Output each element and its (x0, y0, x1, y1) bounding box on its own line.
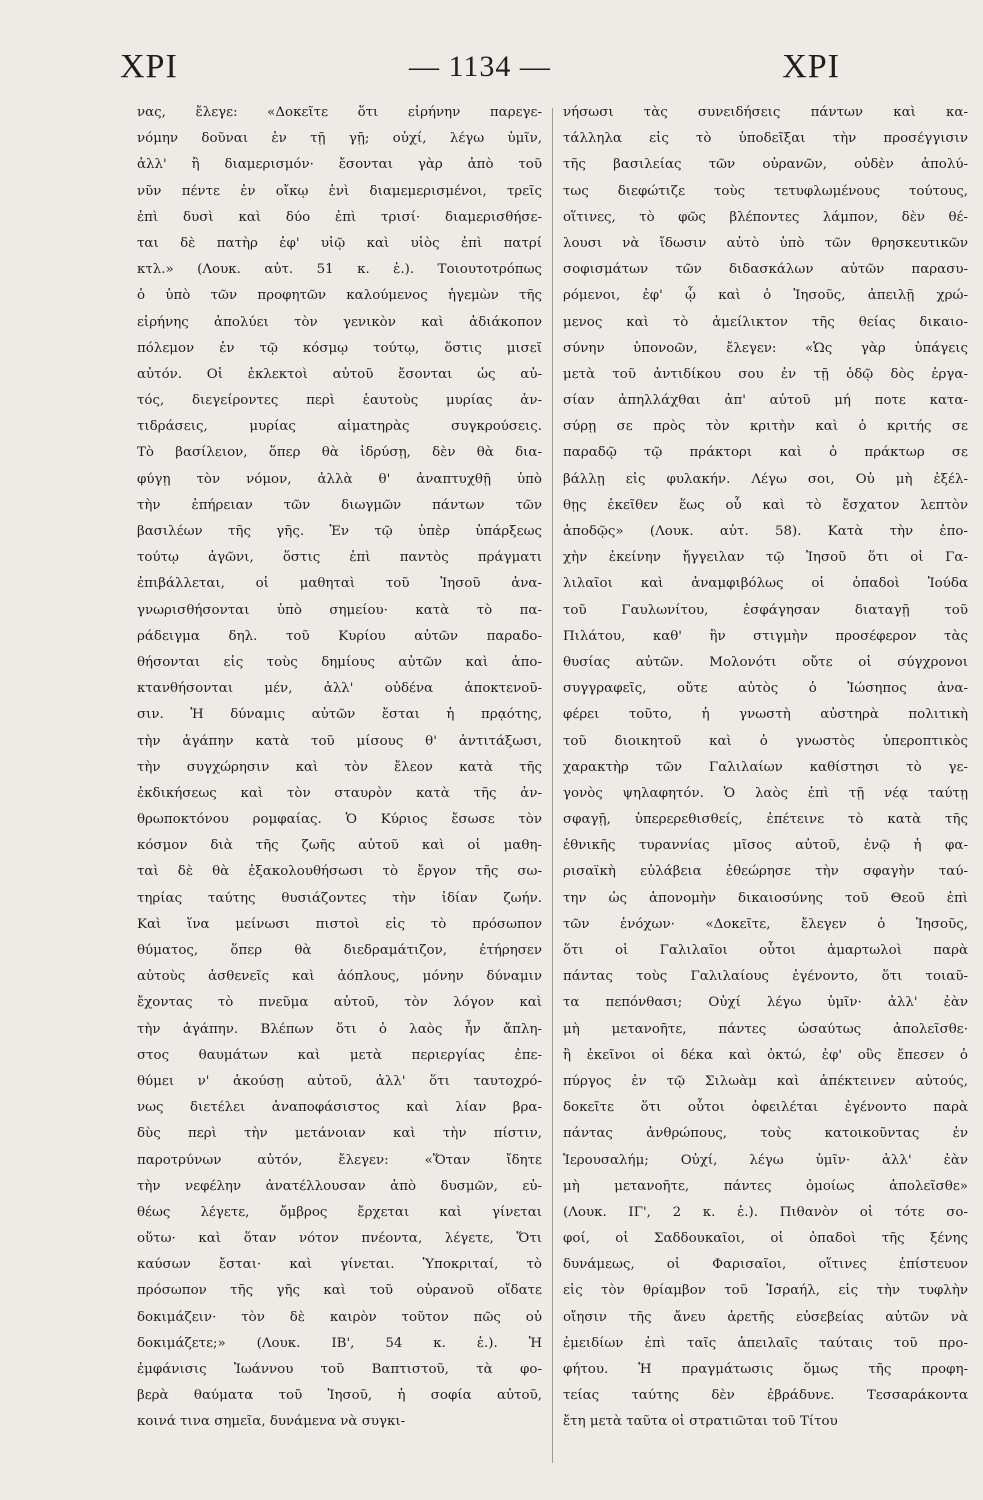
text-line: ἢ ἐκεῖνοι οἱ δέκα καὶ ὀκτώ, ἐφ' οὓς ἔπεσεν ὁ (563, 1047, 968, 1063)
text-line: φοί, οἱ Σαδδουκαῖοι, οἱ ὀπαδοὶ τῆς ξένης (563, 1231, 968, 1247)
text-line: ράδειγμα δηλ. τοῦ Κυρίου αὐτῶν παραδο- (137, 628, 542, 644)
text-line: πάντας ἀνθρώπους, τοὺς κατοικοῦντας ἐν (563, 1126, 968, 1142)
text-line: ἐμειδίων ἐπὶ ταῖς ἀπειλαῖς ταύταις τοῦ προ- (563, 1335, 968, 1351)
text-line: σιν. Ἡ δύναμις αὐτῶν ἔσται ἡ πρᾳότης, (137, 707, 542, 723)
text-line: φέρει τοῦτο, ἡ γνωστὴ αὐστηρὰ πολιτικὴ (563, 707, 968, 723)
text-line: τῶν ἐνόχων· «Δοκεῖτε, ἔλεγεν ὁ Ἰησοῦς, (563, 916, 968, 932)
text-line: νας, ἔλεγε: «Δοκεῖτε ὅτι εἰρήνην παρεγε- (137, 105, 542, 120)
page-number: — 1134 — (409, 50, 551, 83)
text-line: ἐμφάνισις Ἰωάννου τοῦ Βαπτιστοῦ, τὰ φο- (137, 1362, 542, 1377)
text-line: δοκιμάζειν· τὸν δὲ καιρὸν τοῦτον πῶς οὐ (137, 1309, 542, 1325)
text-line: μενος καὶ τὸ ἀμείλικτον τῆς θείας δικαιο- (563, 314, 968, 330)
text-line: ἀποδῷς» (Λουκ. αὐτ. 58). Κατὰ τὴν ἐπο- (563, 524, 968, 539)
text-line: βάλλῃ εἰς φυλακήν. Λέγω σοι, Οὐ μὴ ἐξέλ- (563, 471, 968, 487)
text-line: θυσίας αὐτῶν. Μολονότι οὔτε οἱ σύγχρονοι (563, 654, 968, 670)
text-line: (Λουκ. ΙΓ', 2 κ. ἑ.). Πιθανὸν οἱ τότε σο- (563, 1204, 968, 1220)
text-line: τὴν ἐπήρειαν τῶν διωγμῶν πάντων τῶν (137, 497, 542, 513)
text-line: θήσονται εἰς τοὺς δημίους αὐτῶν καὶ ἀπο- (137, 654, 542, 670)
text-line: τὴν συγχώρησιν καὶ τὸν ἔλεον κατὰ τῆς (137, 759, 542, 775)
text-line: οὕτω· καὶ ὅταν νότον πνέοντα, λέγετε, Ὅτι (137, 1231, 542, 1247)
right-text-column (563, 100, 968, 1436)
text-line: ἐπὶ δυσὶ καὶ δύο ἐπὶ τρισί· διαμερισθήσε- (137, 209, 542, 225)
text-line: ἐπιβάλλεται, οἱ μαθηταὶ τοῦ Ἰησοῦ ἀνα- (137, 576, 542, 592)
text-line: ρόμενοι, ἐφ' ᾧ καὶ ὁ Ἰησοῦς, ἀπειλῇ χρώ- (563, 288, 968, 304)
text-line: σίαν ἀπηλλάχθαι ἀπ' αὐτοῦ μή ποτε κατα- (563, 393, 968, 409)
text-line: στος θαυμάτων καὶ μετὰ περιεργίας ἐπε- (137, 1047, 542, 1063)
text-line: νῦν πέντε ἐν οἴκῳ ἑνὶ διαμεμερισμένοι, τρεῖς (137, 183, 542, 199)
text-line: νόμην δοῦναι ἐν τῇ γῇ; οὐχί, λέγω ὑμῖν, (137, 131, 542, 147)
text-line: ἔχοντας τὸ πνεῦμα αὐτοῦ, τὸν λόγον καὶ (137, 995, 542, 1011)
text-line: αὐτόν. Οἱ ἐκλεκτοὶ αὐτοῦ ἔσονται ὡς αὐ- (137, 366, 542, 382)
text-line: τὴν νεφέλην ἀνατέλλουσαν ἀπὸ δυσμῶν, εὐ- (137, 1178, 542, 1194)
text-line: πύργος ἐν τῷ Σιλωὰμ καὶ ἀπέκτεινεν αὐτούς, (563, 1073, 968, 1089)
text-line: τηρίας ταύτης θυσιάζοντες τὴν ἰδίαν ζωήν. (137, 890, 542, 906)
text-line: σφαγῇ, ὑπερερεθισθείς, ἐπέτεινε τὸ κατὰ τῆς (563, 812, 968, 828)
text-line: τοῦ διοικητοῦ καὶ ὁ γνωστὸς ὑπεροπτικὸς (563, 733, 968, 749)
text-line: ἀλλ' ἢ διαμερισμόν· ἔσονται γὰρ ἀπὸ τοῦ (137, 157, 542, 173)
text-line: σοφισμάτων τῶν διδασκάλων αὐτῶν παρασυ- (563, 262, 968, 278)
text-line: δυνάμεως, οἱ Φαρισαῖοι, οἵτινες ἐπίστευον (563, 1257, 968, 1273)
text-line: ται δὲ πατὴρ ἐφ' υἱῷ καὶ υἱὸς ἐπὶ πατρί (137, 235, 542, 251)
text-line: αὐτοὺς ἀσθενεῖς καὶ ἀόπλους, μόνην δύναμιν (137, 969, 542, 985)
text-line: νήσωσι τὰς συνειδήσεις πάντων καὶ κα- (563, 105, 968, 120)
text-line: πάντας τοὺς Γαλιλαίους ἐγένοντο, ὅτι τοιαῦ- (563, 969, 968, 985)
text-line: φύγῃ τὸν νόμον, ἀλλὰ θ' ἀναπτυχθῇ ὑπὸ (137, 471, 542, 487)
text-line: τιδράσεις, μυρίας αἱματηρὰς συγκρούσεις. (137, 419, 542, 435)
text-line: παροτρύνων αὐτόν, ἔλεγεν: «Ὅταν ἴδητε (137, 1152, 542, 1168)
text-line: συγγραφεῖς, οὔτε αὐτὸς ὁ Ἰώσηπος ἀνα- (563, 681, 968, 697)
text-line: ὅτι οἱ Γαλιλαῖοι οὗτοι ἁμαρτωλοὶ παρὰ (563, 943, 968, 958)
text-line: μὴ μετανοῆτε, πάντες ὡσαύτως ἀπολεῖσθε· (563, 1021, 968, 1037)
text-line: γονὸς ψηλαφητόν. Ὁ λαὸς ἐπὶ τῇ νέᾳ ταύτῃ (563, 785, 968, 801)
text-line: ταὶ δὲ θὰ ἐξακολουθήσωσι τὸ ἔργον τῆς σω- (137, 864, 542, 880)
text-line: Καὶ ἵνα μείνωσι πιστοὶ εἰς τὸ πρόσωπον (137, 916, 542, 932)
header-right-title: ΧΡΙ (782, 48, 840, 85)
text-line: Ἱερουσαλήμ; Οὐχί, λέγω ὑμῖν· ἀλλ' ἐὰν (563, 1152, 968, 1168)
text-line: νως διετέλει ἀναποφάσιστος καὶ λίαν βρα- (137, 1100, 542, 1116)
text-line: ὁ ὑπὸ τῶν προφητῶν καλούμενος ἡγεμὼν τῆς (137, 288, 542, 304)
text-line: κόσμον διὰ τῆς ζωῆς αὐτοῦ καὶ οἱ μαθη- (137, 838, 542, 854)
text-line: κτανθήσονται μέν, ἀλλ' οὐδένα ἀποκτενοῦ- (137, 681, 542, 697)
text-line: χαρακτὴρ τῶν Γαλιλαίων καθίστησι τὸ γε- (563, 759, 968, 775)
text-line: χὴν ἐκείνην ἤγγειλαν τῷ Ἰησοῦ ὅτι οἱ Γα- (563, 550, 968, 566)
text-line: τὴν ἀγάπην κατὰ τοῦ μίσους θ' ἀντιτάξωσι, (137, 733, 542, 749)
text-line: ἐκδικήσεως καὶ τὸν σταυρὸν κατὰ τῆς ἀν- (137, 785, 542, 801)
text-line: ἐθνικῆς τυραννίας μῖσος αὐτοῦ, ἐνῷ ἡ φα- (563, 838, 968, 854)
text-line: μὴ μετανοῆτε, πάντες ὁμοίως ἀπολεῖσθε» (563, 1178, 968, 1194)
text-line: θῃς ἐκεῖθεν ἕως οὗ καὶ τὸ ἔσχατον λεπτὸν (563, 497, 968, 513)
text-line: γνωρισθήσονται ὑπὸ σημείου· κατὰ τὸ πα- (137, 602, 542, 618)
text-line: σύνην ὑπονοῶν, ἔλεγεν: «Ὡς γὰρ ὑπάγεις (563, 340, 968, 356)
text-line: οἵτινες, τὸ φῶς βλέποντες λάμπον, δὲν θέ- (563, 209, 968, 225)
text-line: βερὰ θαύματα τοῦ Ἰησοῦ, ἡ σοφία αὐτοῦ, (137, 1388, 542, 1404)
text-line: μετὰ τοῦ ἀντιδίκου σου ἐν τῇ ὁδῷ δὸς ἐργα- (563, 366, 968, 382)
page-header (120, 42, 840, 92)
text-line: καύσων ἔσται· καὶ γίνεται. Ὑποκριταί, τὸ (137, 1257, 542, 1273)
text-line: τός, διεγείροντες περὶ ἑαυτοὺς μυρίας ἀν- (137, 393, 542, 409)
text-line: τάλληλα εἰς τὸ ὑποδεῖξαι τὴν προσέγγισιν (563, 131, 968, 147)
text-line: παραδῷ τῷ πράκτορι καὶ ὁ πράκτωρ σε (563, 445, 968, 461)
text-line: θέως λέγετε, ὄμβρος ἔρχεται καὶ γίνεται (137, 1204, 542, 1220)
text-line: σύρῃ σε πρὸς τὸν κριτὴν καὶ ὁ κριτής σε (563, 419, 968, 435)
text-line: δοκεῖτε ὅτι οὗτοι ὀφειλέται ἐγένοντο παρὰ (563, 1100, 968, 1116)
text-line: τούτῳ ἀγῶνι, ὅστις ἐπὶ παντὸς πράγματι (137, 550, 542, 566)
text-line: θρωποκτόνου ρομφαίας. Ὁ Κύριος ἔσωσε τὸν (137, 812, 542, 828)
text-line: τα πεπόνθασι; Οὐχί λέγω ὑμῖν· ἀλλ' ἐὰν (563, 995, 968, 1011)
header-left-title: ΧΡΙ (120, 48, 178, 85)
text-line: δοκιμάζετε;» (Λουκ. ΙΒ', 54 κ. ἑ.). Ἡ (137, 1335, 542, 1351)
text-line: την ὡς ἀπονομὴν δικαιοσύνης τοῦ Θεοῦ ἐπὶ (563, 890, 968, 906)
left-text-column (137, 100, 542, 1436)
text-line: πόλεμον ἐν τῷ κόσμῳ τούτῳ, ὅστις μισεῖ (137, 340, 542, 356)
text-line: ρισαϊκὴ εὐλάβεια ἐθεώρησε τὴν σφαγὴν ταύ- (563, 864, 968, 880)
text-line: εἰρήνης ἀπολύει τὸν γενικὸν καὶ ἀδιάκοπον (137, 314, 542, 330)
text-line: οἴησιν τῆς ἄνευ ἀρετῆς εὐσεβείας αὐτῶν νὰ (563, 1309, 968, 1325)
text-line: τοῦ Γαυλωνίτου, ἐσφάγησαν διαταγῇ τοῦ (563, 602, 968, 618)
text-line: λιλαῖοι καὶ ἀναμφιβόλως οἱ ὀπαδοὶ Ἰούδα (563, 576, 968, 592)
text-line: λουσι νὰ ἴδωσιν αὐτὸ ὑπὸ τῶν θρησκευτικῶν (563, 235, 968, 251)
text-line: δὺς περὶ τὴν μετάνοιαν καὶ τὴν πίστιν, (137, 1126, 542, 1142)
text-line: θύματος, ὅπερ θὰ διεδραμάτιζον, ἐτήρησεν (137, 943, 542, 958)
text-line: τῆς βασιλείας τῶν οὐρανῶν, οὐδὲν ἀπολύ- (563, 157, 968, 173)
text-line: Τὸ βασίλειον, ὅπερ θὰ ἱδρύσῃ, δὲν θὰ δια- (137, 445, 542, 461)
text-line: τείας ταύτης δὲν ἐβράδυνε. Τεσσαράκοντα (563, 1388, 968, 1404)
text-line: κοινά τινα σημεῖα, δυνάμενα νὰ συγκι- (137, 1414, 406, 1430)
text-line: τως διεφώτιζε τοὺς τετυφλωμένους τούτους, (563, 183, 968, 199)
text-line: εἰς τὸν θρίαμβον τοῦ Ἰσραήλ, εἰς τὴν τυφλὴν (563, 1283, 968, 1299)
text-line: κτλ.» (Λουκ. αὐτ. 51 κ. ἑ.). Τοιουτοτρόπως (137, 262, 542, 278)
text-line: πρόσωπον τῆς γῆς καὶ τοῦ οὐρανοῦ οἴδατε (137, 1283, 542, 1299)
text-line: βασιλέων τῆς γῆς. Ἐν τῷ ὑπὲρ ὑπάρξεως (137, 524, 542, 539)
text-line: ἔτη μετὰ ταῦτα οἱ στρατιῶται τοῦ Τίτου (563, 1414, 838, 1430)
text-line: φήτου. Ἡ πραγμάτωσις ὅμως τῆς προφη- (563, 1362, 968, 1377)
text-line: τὴν ἀγάπην. Βλέπων ὅτι ὁ λαὸς ἦν ἄπλη- (137, 1021, 542, 1037)
column-divider (552, 108, 553, 1463)
text-line: θύμει ν' ἀκούσῃ αὐτοῦ, ἀλλ' ὅτι ταυτοχρό- (137, 1073, 542, 1089)
text-line: Πιλάτου, καθ' ἣν στιγμὴν προσέφερον τὰς (563, 628, 968, 644)
